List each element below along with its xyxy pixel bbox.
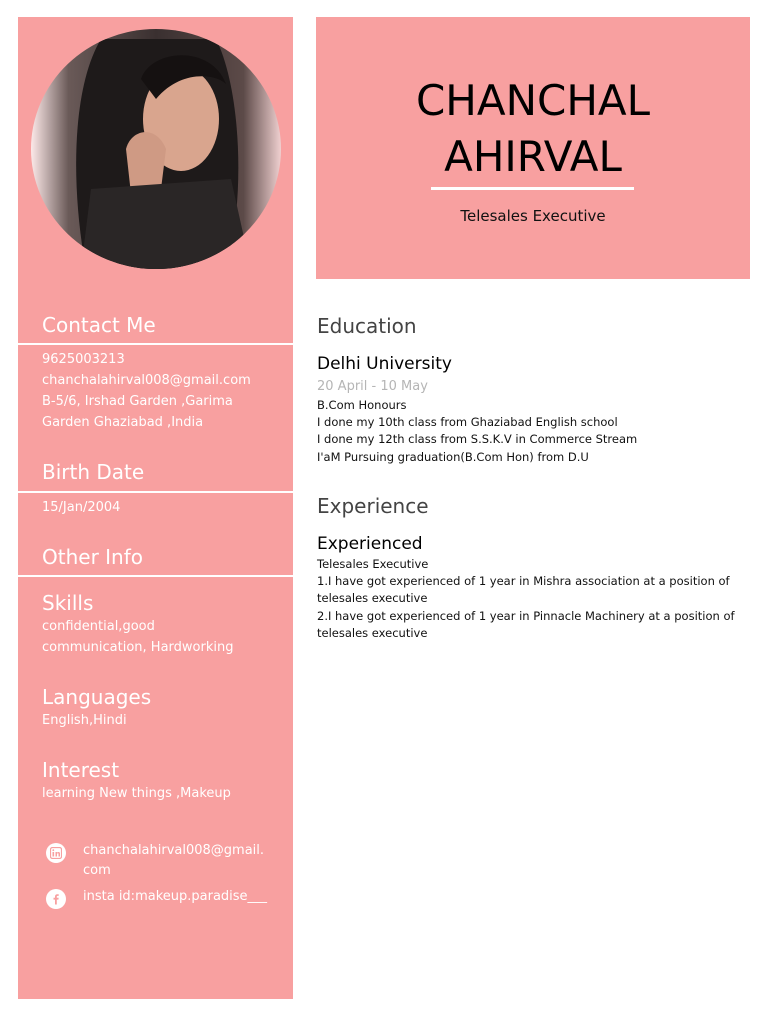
skills-text [42, 616, 233, 658]
education-details [317, 397, 737, 466]
education-line: I done my 10th class from Ghaziabad English school [317, 415, 618, 430]
skills-title: Skills [42, 591, 94, 615]
contact-details [42, 349, 251, 433]
experience-line: 2.I have got experienced of 1 year in Pinnacle Machinery at a position of telesales executive [317, 608, 735, 640]
contact-title: Contact Me [42, 313, 156, 337]
social-facebook[interactable] [46, 887, 268, 909]
birth-date-value: 15/Jan/2004 [42, 500, 121, 515]
birth-date-title: Birth Date [42, 460, 145, 484]
social-linkedin-text: chanchalahirval008@gmail.com [83, 843, 265, 878]
experience-details [317, 556, 735, 642]
sidebar [18, 17, 293, 999]
interest-title: Interest [42, 758, 120, 782]
education-line: I done my 12th class from S.S.K.V in Commerce Stream [317, 432, 638, 447]
education-line: B.Com Honours [317, 398, 407, 412]
education-institution: Delhi University [317, 354, 452, 374]
header-banner [316, 17, 750, 279]
education-line: I'aM Pursuing graduation(B.Com Hon) from D.U [317, 449, 589, 464]
experience-title: Experience [317, 494, 429, 518]
contact-email: chanchalahirval008@gmail.com [42, 373, 251, 388]
full-name [316, 73, 750, 185]
linkedin-icon [46, 843, 66, 863]
social-facebook-text: insta id:makeup.paradise___ [83, 889, 268, 904]
other-info-divider [18, 575, 293, 577]
education-dates: 20 April - 10 May [317, 379, 428, 394]
name-line1: CHANCHAL [415, 76, 651, 125]
contact-divider [18, 343, 293, 345]
experience-heading: Experienced [317, 534, 423, 554]
name-line2: AHIRVAL [444, 132, 622, 181]
facebook-icon [46, 889, 66, 909]
contact-address-line1: B-5/6, Irshad Garden ,Garima [42, 394, 233, 409]
social-linkedin[interactable] [46, 841, 268, 881]
experience-line: Telesales Executive [317, 557, 429, 571]
contact-address-line2: Garden Ghaziabad ,India [42, 415, 204, 430]
name-underline [431, 187, 634, 190]
skills-line1: confidential,good [42, 619, 155, 634]
education-title: Education [317, 314, 417, 338]
profile-photo [31, 29, 281, 269]
other-info-title: Other Info [42, 545, 143, 569]
languages-title: Languages [42, 685, 152, 709]
skills-line2: communication, Hardworking [42, 640, 234, 655]
birth-divider [18, 491, 293, 493]
languages-value: English,Hindi [42, 713, 127, 728]
experience-line: 1.I have got experienced of 1 year in Mishra association at a position of telesales executive [317, 574, 730, 606]
job-role: Telesales Executive [460, 207, 606, 225]
interest-value: learning New things ,Makeup [42, 786, 231, 801]
contact-phone: 9625003213 [42, 352, 125, 367]
